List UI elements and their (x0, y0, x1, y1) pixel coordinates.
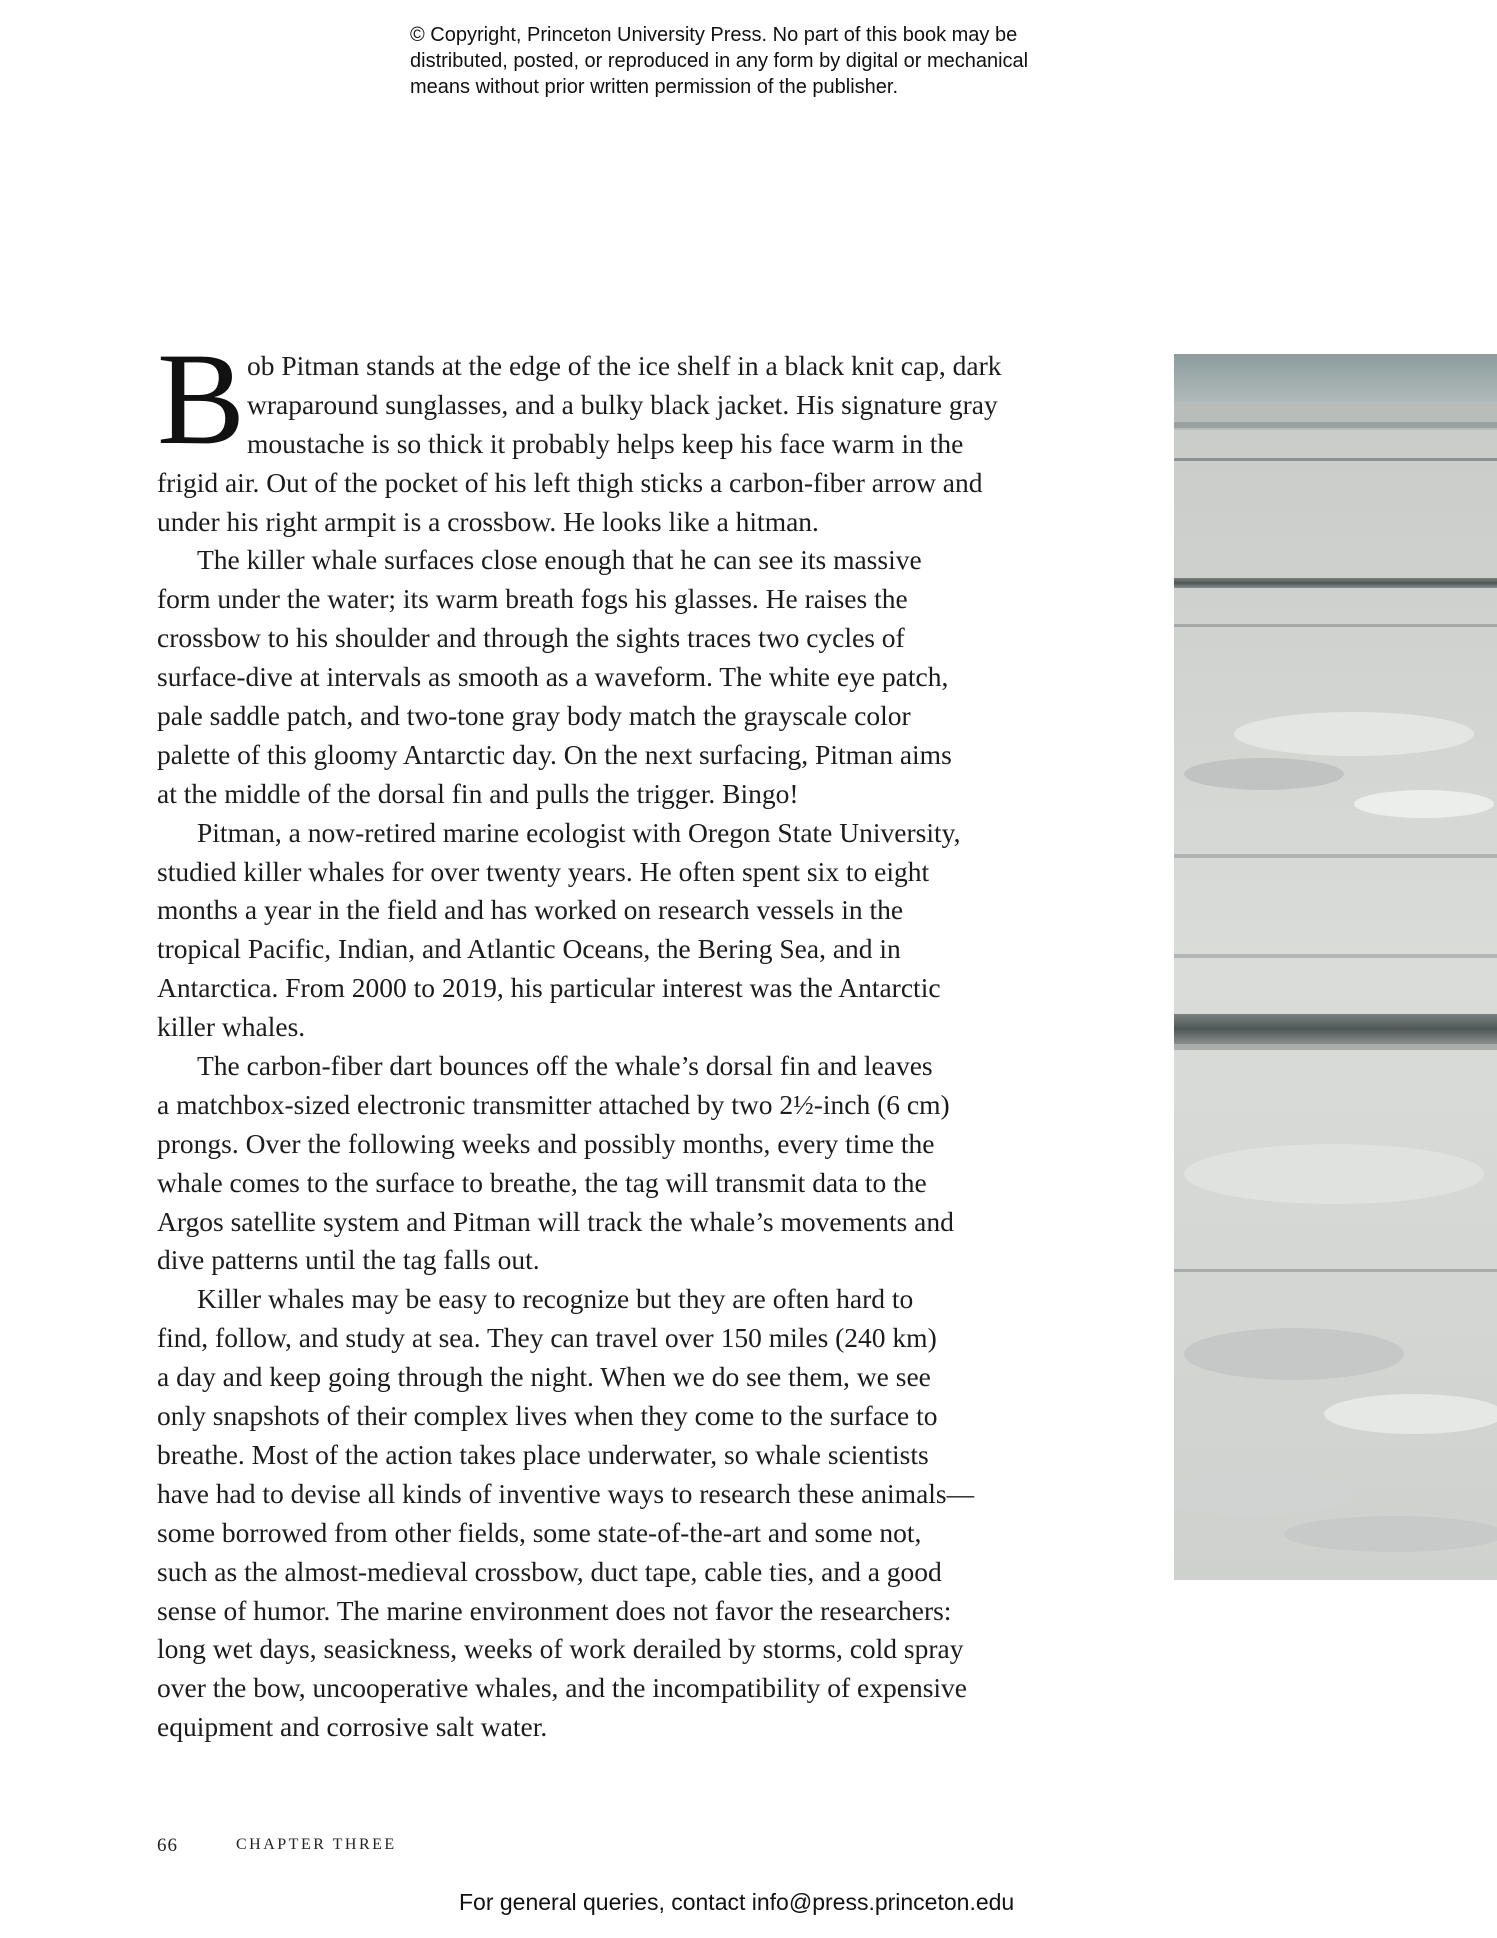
copyright-line: distributed, posted, or reproduced in any form by digital or mechanical (410, 50, 1029, 72)
text-line: under his right armpit is a crossbow. He looks like a hitman. (157, 505, 819, 537)
body-text (157, 347, 1057, 1747)
page-number: 66 (157, 1835, 178, 1856)
text-line: Killer whales may be easy to recognize but they are often hard to (197, 1283, 914, 1315)
drop-cap: B (157, 325, 246, 472)
text-line: frigid air. Out of the pocket of his left thigh sticks a carbon-fiber arrow and (157, 466, 983, 498)
text-line: moustache is so thick it probably helps keep his face warm in the (247, 427, 964, 459)
copyright-line: © Copyright, Princeton University Press. No part of this book may be (410, 24, 1018, 46)
text-line: equipment and corrosive salt water. (157, 1711, 548, 1743)
text-line: tropical Pacific, Indian, and Atlantic Oceans, the Bering Sea, and in (157, 933, 901, 965)
text-line: long wet days, seasickness, weeks of work derailed by storms, cold spray (157, 1633, 964, 1665)
text-line: dive patterns until the tag falls out. (157, 1244, 540, 1276)
text-line: form under the water; its warm breath fogs his glasses. He raises the (157, 583, 908, 615)
contact-line: For general queries, contact info@press.princeton.edu (459, 1889, 1015, 1915)
copyright-line: means without prior written permission of the publisher. (410, 76, 899, 98)
text-line: prongs. Over the following weeks and possibly months, every time the (157, 1127, 935, 1159)
text-line: a matchbox-sized electronic transmitter attached by two 2½-inch (6 cm) (157, 1088, 950, 1120)
text-line: killer whales. (157, 1011, 306, 1043)
text-line: wraparound sunglasses, and a bulky black jacket. His signature gray (247, 388, 998, 420)
text-line: sense of humor. The marine environment does not favor the researchers: (157, 1594, 952, 1626)
text-line: ob Pitman stands at the edge of the ice shelf in a black knit cap, dark (247, 350, 1002, 381)
text-line: only snapshots of their complex lives when they come to the surface to (157, 1400, 938, 1432)
text-line: Argos satellite system and Pitman will track the whale’s movements and (157, 1205, 954, 1237)
text-line: The carbon-fiber dart bounces off the whale’s dorsal fin and leaves (197, 1050, 933, 1082)
text-line: months a year in the field and has worked on research vessels in the (157, 894, 904, 926)
text-line: a day and keep going through the night. When we do see them, we see (157, 1361, 931, 1393)
text-line: such as the almost-medieval crossbow, duct tape, cable ties, and a good (157, 1555, 942, 1587)
text-line: crossbow to his shoulder and through the sights traces two cycles of (157, 622, 905, 654)
text-line: surface-dive at intervals as smooth as a waveform. The white eye patch, (157, 661, 949, 693)
text-line: whale comes to the surface to breathe, the tag will transmit data to the (157, 1166, 927, 1198)
text-line: pale saddle patch, and two-tone gray body match the grayscale color (157, 700, 911, 732)
sea-ice-photo (1174, 354, 1497, 1580)
text-line: The killer whale surfaces close enough that he can see its massive (197, 544, 922, 576)
text-line: some borrowed from other fields, some state-of-the-art and some not, (157, 1516, 922, 1548)
text-line: have had to devise all kinds of inventive ways to research these animals— (157, 1477, 975, 1509)
text-line: palette of this gloomy Antarctic day. On the next surfacing, Pitman aims (157, 738, 952, 770)
text-line: at the middle of the dorsal fin and pulls the trigger. Bingo! (157, 777, 799, 809)
text-line: breathe. Most of the action takes place underwater, so whale scientists (157, 1438, 929, 1470)
text-line: studied killer whales for over twenty years. He often spent six to eight (157, 855, 930, 887)
text-line: find, follow, and study at sea. They can travel over 150 miles (240 km) (157, 1322, 937, 1354)
text-line: Antarctica. From 2000 to 2019, his particular interest was the Antarctic (157, 972, 941, 1004)
text-line: over the bow, uncooperative whales, and the incompatibility of expensive (157, 1672, 967, 1704)
text-line: Pitman, a now-retired marine ecologist with Oregon State University, (197, 816, 961, 848)
copyright-notice (410, 22, 1130, 100)
chapter-label: CHAPTER THREE (236, 1836, 397, 1853)
